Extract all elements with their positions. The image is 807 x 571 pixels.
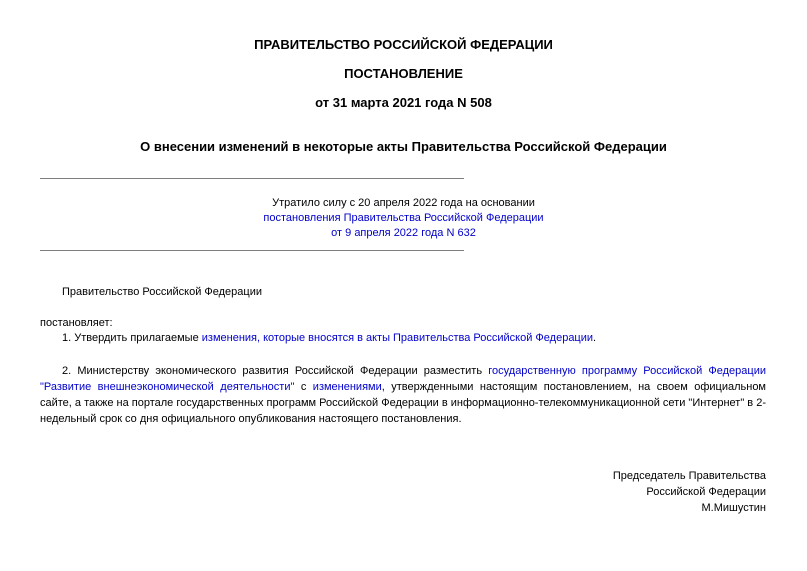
item-1-prefix: 1. Утвердить прилагаемые — [62, 332, 202, 344]
amendments-link[interactable]: изменения, которые вносятся в акты Правительства Российской Федерации — [201, 332, 594, 344]
document-date-number: от 31 марта 2021 года N 508 — [315, 95, 492, 110]
signatory-organization: Российской Федерации — [646, 486, 766, 498]
government-text: Правительство Российской Федерации — [62, 286, 262, 298]
state-program-link[interactable]: государственную программу Российской Федерации "Развитие внешнеэкономической деятельности" — [40, 365, 766, 393]
issuing-authority: ПРАВИТЕЛЬСТВО РОССИЙСКОЙ ФЕДЕРАЦИИ — [254, 37, 553, 52]
signatory-position: Председатель Правительства — [612, 470, 766, 482]
repeal-act-link[interactable]: постановления Правительства Российской Федерации — [263, 212, 544, 224]
decides-text: постановляет: — [40, 317, 113, 329]
changes-link[interactable]: изменениями — [312, 381, 382, 393]
divider-top — [40, 178, 464, 179]
status-note-text: Утратило силу с 20 апреля 2022 года на основании — [272, 197, 535, 209]
item-2-suffix: , утвержденными настоящим постановлением, на своем официальном сайте, а также на портале государственных программ Российской Федерации в информационно-телекоммуникационной сети "Интернет" в 2-недельный срок со дня официального опубликования настоящего постановления. — [40, 381, 766, 425]
repeal-act-date-link[interactable]: от 9 апреля 2022 года N 632 — [331, 227, 476, 239]
item-1-suffix: . — [593, 332, 597, 344]
document-title: О внесении изменений в некоторые акты Правительства Российской Федерации — [140, 139, 667, 154]
item-1 — [62, 332, 596, 344]
divider-bottom — [40, 250, 464, 251]
signatory-name: М.Мишустин — [701, 502, 766, 514]
item-2-prefix: 2. Министерству экономического развития Российской Федерации разместить — [62, 365, 489, 377]
item-2-middle: с — [294, 381, 313, 393]
item-2 — [40, 363, 766, 427]
document-type: ПОСТАНОВЛЕНИЕ — [344, 66, 463, 81]
